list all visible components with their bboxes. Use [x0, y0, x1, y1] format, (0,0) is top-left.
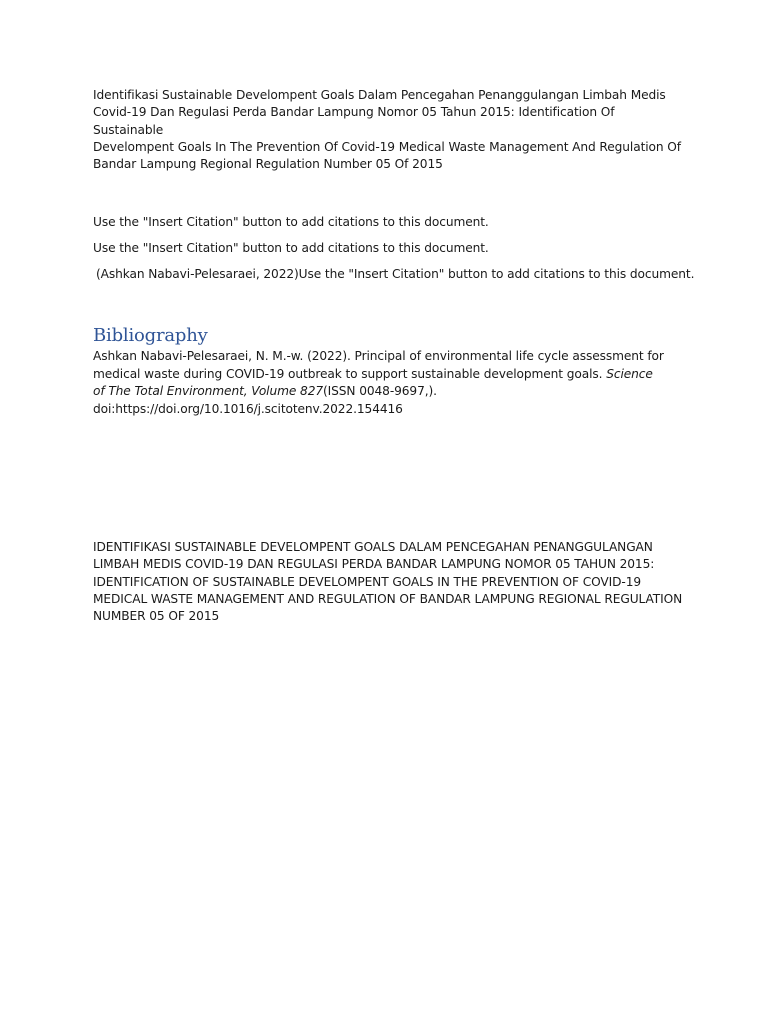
caps-line: MEDICAL WASTE MANAGEMENT AND REGULATION OF BANDAR LAMPUNG REGIONAL REGULATION	[93, 591, 683, 606]
citation-note: Use the "Insert Citation" button to add citations to this document.	[93, 241, 489, 255]
bibliography-text: medical waste during COVID-19 outbreak to support sustainable development goals.	[93, 366, 607, 381]
bibliography-line	[93, 366, 683, 384]
issn-text: (ISSN 0048-9697,).	[323, 384, 437, 399]
citation-note-with-reference: (Ashkan Nabavi-Pelesaraei, 2022)Use the "Insert Citation" button to add citations to this document.	[96, 267, 695, 281]
caps-line: IDENTIFIKASI SUSTAINABLE DEVELOMPENT GOALS DALAM PENCEGAHAN PENANGGULANGAN	[93, 540, 653, 554]
caps-line: IDENTIFICATION OF SUSTAINABLE DEVELOMPENT GOALS IN THE PREVENTION OF COVID-19	[93, 574, 642, 589]
journal-name: Science	[606, 366, 653, 381]
citation-note: Use the "Insert Citation" button to add citations to this document.	[93, 215, 489, 229]
bibliography-line	[93, 383, 683, 401]
document-title	[93, 87, 683, 173]
title-line: Covid-19 Dan Regulasi Perda Bandar Lampung Nomor 05 Tahun 2015: Identification Of Sustainable	[93, 105, 615, 137]
caps-line: NUMBER 05 OF 2015	[93, 609, 220, 624]
title-line: Bandar Lampung Regional Regulation Number 05 Of 2015	[93, 157, 443, 172]
title-line: Develompent Goals In The Prevention Of Covid-19 Medical Waste Management And Regulation Of	[93, 139, 681, 154]
doi-text: doi:https://doi.org/10.1016/j.scitotenv.2022.154416	[93, 401, 403, 416]
title-line: Identifikasi Sustainable Develompent Goals Dalam Pencegahan Penanggulangan Limbah Medis	[93, 88, 666, 102]
bibliography-line: Ashkan Nabavi-Pelesaraei, N. M.-w. (2022). Principal of environmental life cycle assessment for	[93, 349, 664, 363]
bibliography-heading: Bibliography	[93, 325, 208, 346]
uppercase-title	[93, 539, 683, 625]
bibliography-entry	[93, 348, 683, 418]
journal-volume: of The Total Environment, Volume 827	[93, 384, 323, 399]
caps-line: LIMBAH MEDIS COVID-19 DAN REGULASI PERDA BANDAR LAMPUNG NOMOR 05 TAHUN 2015:	[93, 557, 655, 572]
